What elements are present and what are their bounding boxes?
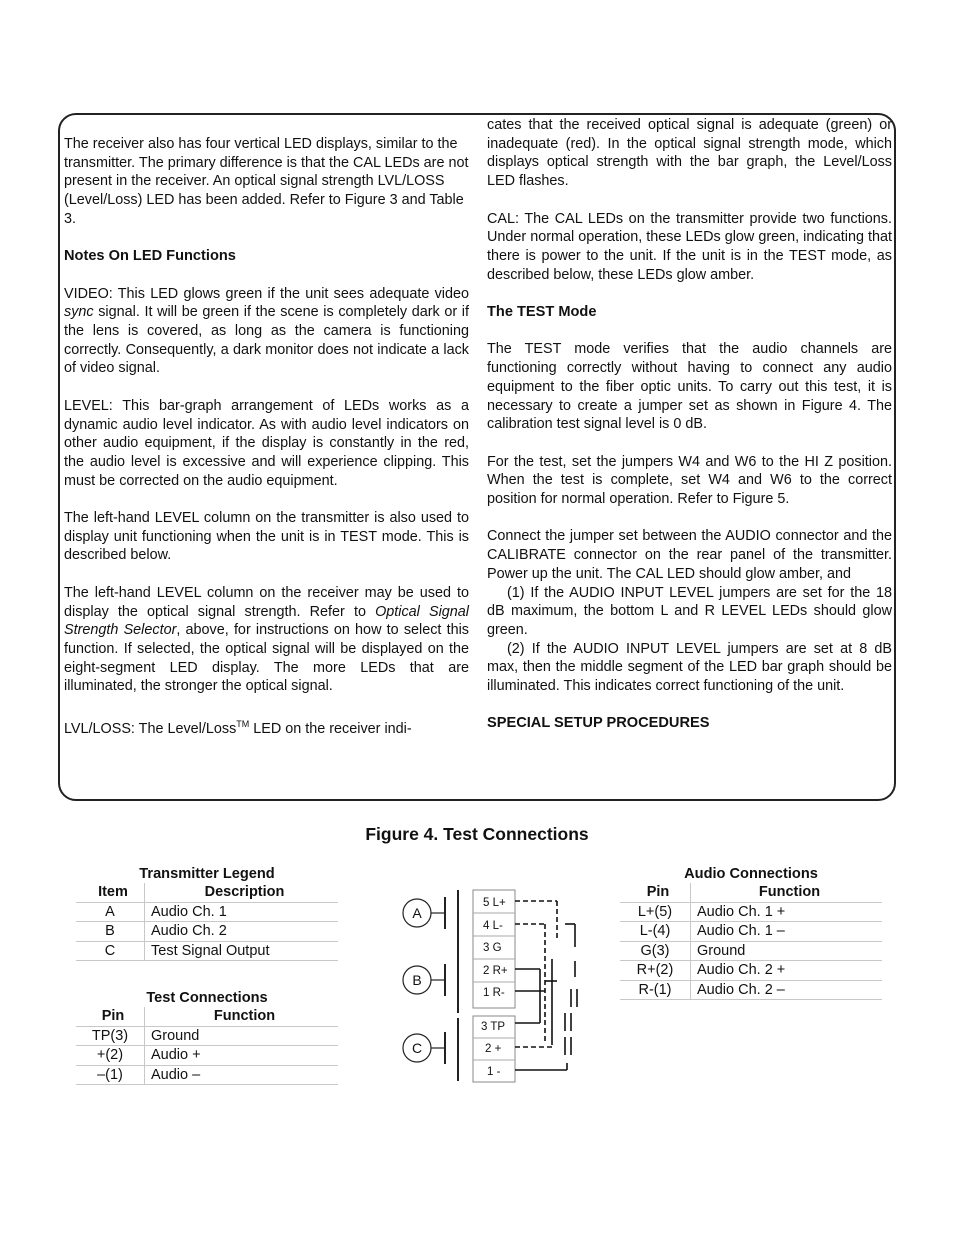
column-header: Item <box>76 883 145 902</box>
pin-label: 1 R- <box>483 987 505 999</box>
level-paragraph: LEVEL: This bar-graph arrangement of LEDs works as a dynamic audio level indicator. As with audio level indicators on other audio equipment, if the display is constantly in the red, the audio level is excessive and will experience clipping. This must be corrected on the audio equipment. <box>64 397 469 489</box>
lvl-loss-paragraph: LVL/LOSS: The Level/Loss™ LED on the receiver indi- <box>64 718 412 737</box>
audio-connections-table <box>620 883 882 1000</box>
pin-label: 2 R+ <box>483 965 508 977</box>
table-row <box>76 1046 338 1066</box>
table-cell: C <box>76 941 145 961</box>
table-cell: Audio Ch. 1 + <box>691 902 883 922</box>
table-cell: Ground <box>145 1026 339 1046</box>
jumper-wiring-diagram <box>395 885 595 1085</box>
pin-label: 3 TP <box>481 1021 506 1033</box>
left-transmitter-paragraph: The left-hand LEVEL column on the transmitter is also used to display unit functioning when the unit is in TEST mode. This is described below. <box>64 510 469 564</box>
table-cell: +(2) <box>76 1046 145 1066</box>
column-header: Pin <box>76 1007 145 1026</box>
lvl-loss-continued: cates that the received optical signal is adequate (green) or inadequate (red). In the optical signal strength mode, which displays optical strength with the bar graph, the Level/Loss LED flashes. <box>487 117 892 190</box>
video-paragraph: VIDEO: This LED glows green if the unit sees adequate video sync signal. It will be green if the scene is completely dark or if the lens is covered, as long as the camera is functioning correctly. Consequently, a dark monitor does not indicate a lack of video signal. <box>64 285 469 377</box>
connector-label: C <box>411 1040 423 1056</box>
left-column <box>64 135 469 738</box>
intro-paragraph: The receiver also has four vertical LED displays, similar to the transmitter. The primary difference is that the CAL LEDs are not present in the receiver. An optical signal strength LVL/LOSS (Level/Loss) LED has been added. Refer to Figure 3 and Table 3. <box>64 136 469 227</box>
table-row <box>76 902 338 922</box>
table-row <box>76 1065 338 1085</box>
table-cell: R-(1) <box>620 980 691 1000</box>
transmitter-legend-caption: Transmitter Legend <box>139 866 275 882</box>
test-connections-table <box>76 1007 338 1085</box>
pin-label: 1 - <box>487 1066 501 1078</box>
audio-connections-caption: Audio Connections <box>684 866 818 882</box>
column-header: Pin <box>620 883 691 902</box>
table-cell: Audio Ch. 1 – <box>691 922 883 942</box>
table-cell: Audio Ch. 2 <box>145 922 339 942</box>
table-row <box>620 980 882 1000</box>
table-row <box>620 961 882 981</box>
figure-title: Figure 4. Test Connections <box>365 824 589 844</box>
table-cell: Test Signal Output <box>145 941 339 961</box>
transmitter-legend-table <box>76 883 338 961</box>
test-paragraph-2: For the test, set the jumpers W4 and W6 to the HI Z position. When the test is complete, set W4 and W6 to the correct position for normal operation. Refer to Figure 5. <box>487 453 892 507</box>
table-cell: TP(3) <box>76 1026 145 1046</box>
column-header: Function <box>145 1007 339 1026</box>
table-cell: G(3) <box>620 941 691 961</box>
table-row <box>620 902 882 922</box>
table-cell: Audio Ch. 1 <box>145 902 339 922</box>
table-cell: A <box>76 902 145 922</box>
transmitter-legend <box>76 866 338 961</box>
heading-led-functions: Notes On LED Functions <box>64 248 236 265</box>
table-cell: Audio – <box>145 1065 339 1085</box>
pin-label: 5 L+ <box>483 897 506 909</box>
test-step-1: (1) If the AUDIO INPUT LEVEL jumpers are set for the 18 dB maximum, the bottom L and R LEVEL LEDs should glow green. <box>487 584 892 638</box>
column-header: Function <box>691 883 883 902</box>
heading-test-mode: The TEST Mode <box>487 304 597 320</box>
pin-label: 4 L- <box>483 920 503 932</box>
pin-label: 3 G <box>483 942 502 954</box>
table-row <box>76 1026 338 1046</box>
heading-special-setup: SPECIAL SETUP PROCEDURES <box>487 715 710 732</box>
pin-label: 2 + <box>485 1043 502 1055</box>
connector-label: A <box>412 905 422 921</box>
table-cell: Ground <box>691 941 883 961</box>
table-cell: L+(5) <box>620 902 691 922</box>
table-row <box>620 941 882 961</box>
test-paragraph-3: Connect the jumper set between the AUDIO connector and the CALIBRATE connector on the rear panel of the transmitter. Power up the unit. The CAL LED should glow amber, and <box>487 528 892 582</box>
test-connections-legend <box>76 990 338 1085</box>
cal-paragraph: CAL: The CAL LEDs on the transmitter provide two functions. Under normal operation, these LEDs glow green, indicating that there is power to the unit. If the unit is in the TEST mode, as described below, these LEDs glow amber. <box>487 210 892 283</box>
table-cell: Audio Ch. 2 – <box>691 980 883 1000</box>
connector-label: B <box>412 972 422 988</box>
jumper-wires <box>515 901 577 1070</box>
test-connections-caption: Test Connections <box>146 990 268 1006</box>
table-cell: L-(4) <box>620 922 691 942</box>
right-column <box>487 116 892 752</box>
column-header: Description <box>145 883 339 902</box>
table-cell: R+(2) <box>620 961 691 981</box>
table-row <box>76 941 338 961</box>
left-receiver-paragraph: The left-hand LEVEL column on the receiver may be used to display the optical signal strength. Refer to Optical Signal Strength Selector, above, for instructions on how to select this function. If selected, the optical signal will be displayed on the eight-segment LED display. The more LEDs that are illuminated, the stronger the optical signal. <box>64 584 469 695</box>
test-step-2: (2) If the AUDIO INPUT LEVEL jumpers are set at 8 dB max, then the middle segment of the LED bar graph should be illuminated. This indicates correct functioning of the unit. <box>487 640 892 695</box>
table-cell: –(1) <box>76 1065 145 1085</box>
test-paragraph-1: The TEST mode verifies that the audio channels are functioning correctly without having to connect any audio equipment to the fiber optic units. To carry out this test, it is necessary to create a jumper set as shown in Figure 4. The calibration test signal level is 0 dB. <box>487 341 892 433</box>
table-cell: Audio Ch. 2 + <box>691 961 883 981</box>
table-cell: Audio + <box>145 1046 339 1066</box>
table-row <box>620 922 882 942</box>
audio-connections-legend <box>620 866 882 1000</box>
table-cell: B <box>76 922 145 942</box>
table-row <box>76 922 338 942</box>
